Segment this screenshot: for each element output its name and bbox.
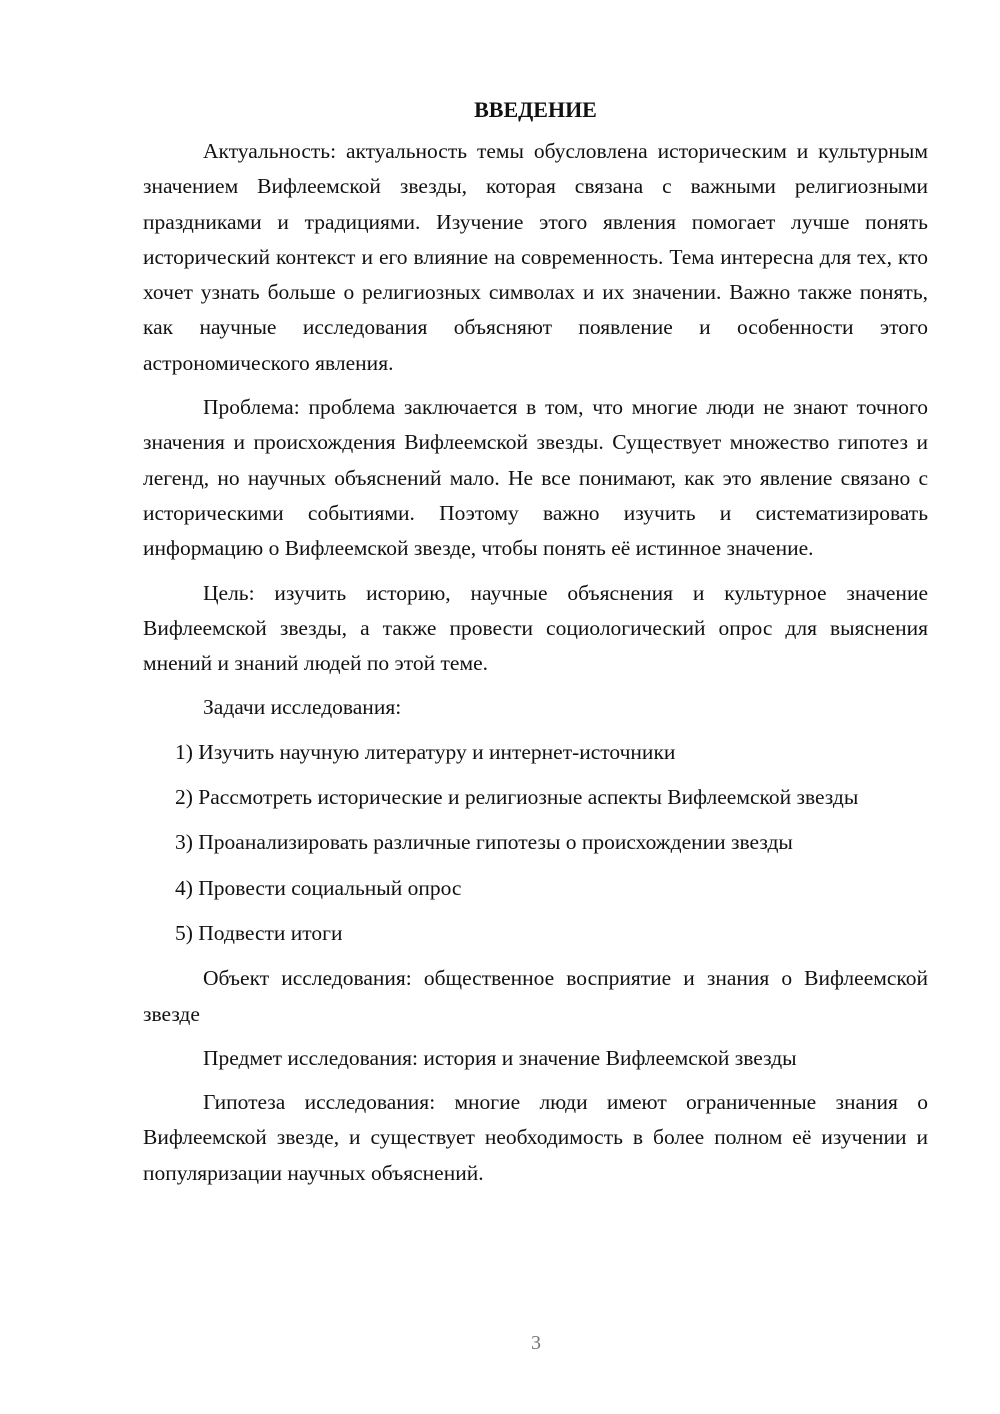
task-item-5: 5) Подвести итоги — [175, 920, 343, 945]
page-title: ВВЕДЕНИЕ — [474, 97, 597, 122]
document-page — [143, 92, 928, 1200]
page-number: 3 — [531, 1332, 541, 1354]
task-item-1: 1) Изучить научную литературу и интернет-источники — [175, 739, 676, 764]
task-item-3: 3) Проанализировать различные гипотезы о происхождении звезды — [175, 830, 793, 855]
relevance-paragraph: Актуальность: актуальность темы обусловлена историческим и культурным значением Вифлеемской звезды, которая связана с важными религиозными праздниками и традициями. Изучение этого явления помогает лучше понять исторический контекст и его влияние на современность. Тема интересна для тех, кто хочет узнать больше о религиозных символах и их значении. Важно также понять, как научные исследования объясняют появление и особенности этого астрономического явления. — [143, 139, 928, 375]
object-paragraph: Объект исследования: общественное восприятие и знания о Вифлеемской звезде — [143, 966, 928, 1026]
task-item-2: 2) Рассмотреть исторические и религиозные аспекты Вифлеемской звезды — [175, 785, 859, 810]
hypothesis-paragraph: Гипотеза исследования: многие люди имеют ограниченные знания о Вифлеемской звезде, и существует необходимость в более полном её изучении и популяризации научных объяснений. — [143, 1090, 928, 1185]
task-item-4: 4) Провести социальный опрос — [175, 875, 462, 900]
goal-paragraph: Цель: изучить историю, научные объяснения и культурное значение Вифлеемской звезды, а также провести социологический опрос для выяснения мнений и знаний людей по этой теме. — [143, 580, 928, 676]
problem-paragraph: Проблема: проблема заключается в том, что многие люди не знают точного значения и происхождения Вифлеемской звезды. Существует множество гипотез и легенд, но научных объяснений мало. Не все понимают, как это явление связано с историческими событиями. Поэтому важно изучить и систематизировать информацию о Вифлеемской звезде, чтобы понять её истинное значение. — [143, 395, 928, 561]
tasks-heading: Задачи исследования: — [203, 695, 402, 720]
subject-paragraph: Предмет исследования: история и значение Вифлеемской звезды — [203, 1045, 797, 1070]
